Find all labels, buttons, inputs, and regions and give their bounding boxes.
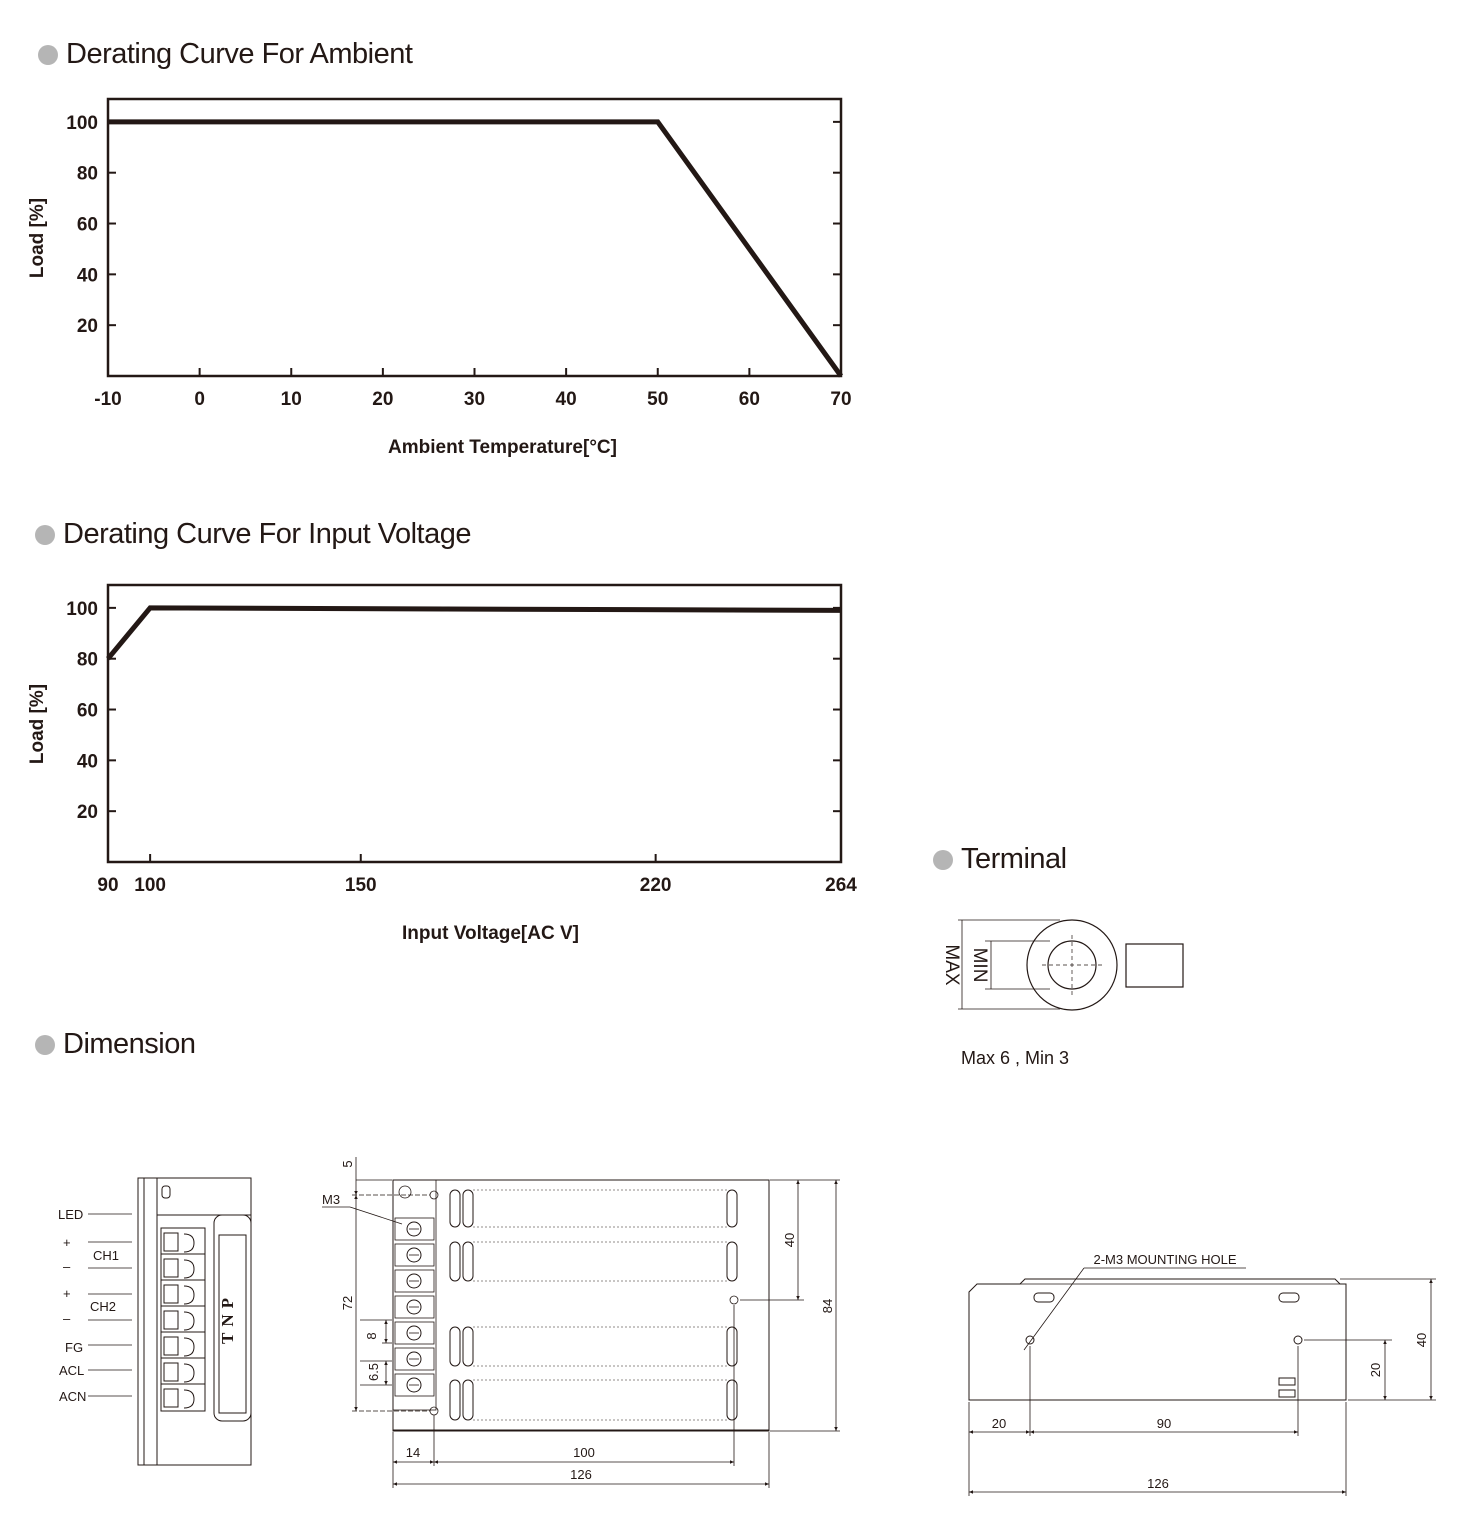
dim-14: 14 — [405, 1445, 421, 1460]
side-label: – — [63, 1311, 71, 1326]
x-tick-label: 264 — [825, 875, 857, 896]
side-label: ACL — [59, 1363, 85, 1378]
mount-hole — [430, 1407, 438, 1415]
section-title-text: Terminal — [961, 843, 1067, 875]
top-view-body — [393, 1180, 769, 1431]
vent-slot — [450, 1327, 460, 1366]
vent-slot — [727, 1380, 737, 1420]
y-tick-label: 40 — [76, 265, 98, 287]
vent-slot — [727, 1242, 737, 1281]
y-tick-label: 80 — [76, 163, 98, 185]
mount-hole-label: 2-M3 MOUNTING HOLE — [1093, 1252, 1237, 1267]
dim-5: 5 — [340, 1160, 355, 1168]
screw — [399, 1186, 411, 1198]
vent-slot — [450, 1242, 460, 1281]
x-tick-label: 90 — [97, 875, 119, 896]
section-title-text: Derating Curve For Ambient — [66, 38, 413, 70]
terminal-screw — [164, 1363, 178, 1381]
dim-8: 8 — [364, 1332, 379, 1340]
terminal-max-label: MAX — [941, 944, 962, 986]
y-tick-label: 60 — [76, 214, 98, 236]
m3-label: M3 — [322, 1192, 341, 1207]
x-tick-label: 150 — [344, 875, 377, 896]
side-label: LED — [58, 1207, 84, 1222]
x-tick-label: 60 — [738, 389, 760, 410]
terminal-clamp — [184, 1234, 194, 1252]
terminal-min-label: MIN — [969, 947, 990, 983]
y-axis-title: Load [%] — [27, 683, 48, 765]
x-tick-label: 20 — [372, 389, 394, 410]
dim-40-front: 40 — [1414, 1332, 1429, 1348]
x-tick-label: 10 — [280, 389, 302, 410]
brand-label: TNP — [218, 1292, 237, 1344]
y-tick-label: 100 — [66, 112, 98, 134]
x-tick-label: 40 — [555, 389, 577, 410]
y-axis-title: Load [%] — [27, 197, 48, 279]
x-tick-label: 30 — [463, 389, 486, 410]
terminal-clamp — [184, 1390, 194, 1408]
x-axis-title: Ambient Temperature[°C] — [388, 437, 617, 458]
front-view — [969, 1279, 1346, 1400]
dim-20-right: 20 — [1368, 1362, 1383, 1378]
mount-hole — [730, 1296, 738, 1304]
terminal-screw — [164, 1285, 178, 1303]
x-tick-label: 220 — [639, 875, 672, 896]
x-tick-label: 50 — [647, 389, 669, 410]
x-tick-label: 100 — [134, 875, 166, 896]
vent-slot — [450, 1190, 460, 1227]
terminal-screw — [164, 1233, 178, 1251]
top-view-dims — [322, 1157, 840, 1488]
vent-slot — [727, 1190, 737, 1227]
section-title-text: Dimension — [63, 1028, 196, 1060]
terminal-clamp — [184, 1286, 194, 1304]
y-tick-label: 20 — [76, 316, 98, 338]
terminal-clamp — [184, 1338, 194, 1356]
top-view — [393, 1180, 769, 1431]
x-tick-label: 0 — [194, 389, 205, 410]
side-label: ACN — [59, 1389, 87, 1404]
mount-hole — [1026, 1336, 1034, 1344]
terminal-note: Max 6 , Min 3 — [961, 1048, 1070, 1068]
dim-6-5: 6.5 — [366, 1362, 381, 1382]
vent-slot — [463, 1242, 473, 1281]
y-tick-label: 40 — [76, 751, 98, 773]
dim-72: 72 — [340, 1295, 355, 1311]
side-label: – — [63, 1259, 71, 1274]
terminal-screw — [164, 1389, 178, 1407]
terminal-screw — [164, 1337, 178, 1355]
dim-20-left: 20 — [991, 1416, 1007, 1431]
x-tick-label: 70 — [830, 389, 852, 410]
vent-slot — [450, 1380, 460, 1420]
terminal-screw — [164, 1259, 178, 1277]
vent-slot — [463, 1190, 473, 1227]
mount-hole — [1294, 1336, 1302, 1344]
terminal-clamp — [184, 1312, 194, 1330]
section-title-text: Derating Curve For Input Voltage — [63, 518, 471, 550]
x-tick-label: -10 — [94, 389, 122, 410]
x-axis-title: Input Voltage[AC V] — [402, 923, 579, 944]
mount-hole — [430, 1191, 438, 1199]
y-tick-label: 100 — [66, 598, 98, 620]
y-tick-label: 60 — [76, 700, 98, 722]
dim-126: 126 — [570, 1467, 592, 1482]
terminal-clamp — [184, 1260, 194, 1278]
y-tick-label: 20 — [76, 802, 98, 824]
dim-84: 84 — [820, 1298, 835, 1314]
side-label: + — [63, 1235, 71, 1250]
dim-90: 90 — [1156, 1416, 1172, 1431]
dim-126-front: 126 — [1147, 1476, 1169, 1491]
side-label: + — [63, 1286, 71, 1301]
vent-slot — [727, 1327, 737, 1366]
terminal-clamp — [184, 1364, 194, 1382]
dim-40: 40 — [782, 1232, 797, 1248]
side-label: CH1 — [93, 1248, 120, 1263]
vent-slot — [463, 1327, 473, 1366]
terminal-screw — [164, 1311, 178, 1329]
side-label: CH2 — [90, 1299, 117, 1314]
vent-slot — [463, 1380, 473, 1420]
side-label: FG — [65, 1340, 84, 1355]
y-tick-label: 80 — [76, 649, 98, 671]
dim-100: 100 — [573, 1445, 595, 1460]
